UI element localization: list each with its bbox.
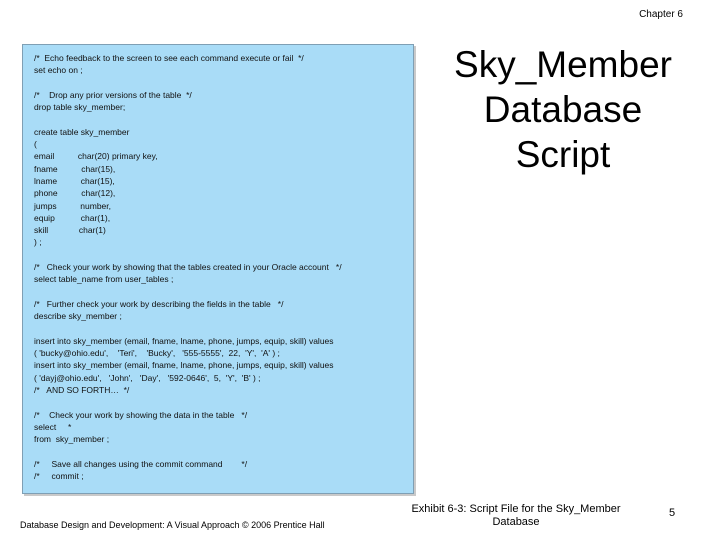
slide-title	[428, 42, 698, 177]
script-line: /* commit ;	[34, 471, 84, 482]
script-line: create table sky_member	[34, 126, 130, 137]
script-code-block	[34, 52, 405, 482]
script-line: /* Check your work by showing that the tables created in your Oracle account */	[34, 262, 342, 273]
script-line	[34, 77, 405, 89]
script-line: select table_name from user_tables ;	[34, 274, 174, 285]
script-line: phone char(12),	[34, 188, 116, 199]
script-line: select *	[34, 421, 72, 432]
script-line: /* Further check your work by describing the fields in the table */	[34, 298, 284, 309]
script-line: ( 'bucky@ohio.edu', 'Teri', 'Bucky', '555-5555', 22, 'Y', 'A' ) ;	[34, 348, 280, 359]
script-line: skill char(1)	[34, 225, 106, 236]
footer-copyright: Database Design and Development: A Visual Approach © 2006 Prentice Hall	[20, 520, 325, 530]
script-line	[34, 113, 405, 125]
script-line: /* Save all changes using the commit command */	[34, 458, 248, 469]
script-line: email char(20) primary key,	[34, 151, 158, 162]
title-line-3: Script	[515, 134, 611, 175]
script-line: /* Echo feedback to the screen to see each command execute or fail */	[34, 53, 304, 63]
page-number: 5	[669, 507, 676, 519]
script-line: /* Check your work by showing the data in the table */	[34, 409, 248, 420]
script-line: /* Drop any prior versions of the table */	[34, 89, 192, 100]
script-line: /* AND SO FORTH… */	[34, 385, 130, 396]
script-line: insert into sky_member (email, fname, lname, phone, jumps, equip, skill) values	[34, 335, 334, 346]
script-line: fname char(15),	[34, 163, 116, 174]
script-line: lname char(15),	[34, 175, 115, 186]
script-line	[34, 323, 405, 335]
script-line: set echo on ;	[34, 65, 83, 76]
chapter-label: Chapter 6	[639, 9, 683, 20]
script-line: drop table sky_member;	[34, 102, 126, 113]
script-line: ) ;	[34, 237, 42, 248]
script-line	[34, 286, 405, 298]
script-line: ( 'dayj@ohio.edu', 'John', 'Day', '592-0646', 5, 'Y', 'B' ) ;	[34, 372, 261, 383]
script-line	[34, 396, 405, 408]
script-line: (	[34, 139, 37, 150]
script-line: describe sky_member ;	[34, 311, 122, 322]
script-line	[34, 249, 405, 261]
script-line: jumps number,	[34, 200, 112, 211]
script-line: equip char(1),	[34, 212, 111, 223]
script-panel	[22, 44, 414, 494]
script-line	[34, 446, 405, 458]
title-line-1: Sky_Member	[454, 44, 672, 85]
exhibit-caption: Exhibit 6-3: Script File for the Sky_Member Database	[411, 503, 621, 528]
script-line: from sky_member ;	[34, 434, 110, 445]
script-line: insert into sky_member (email, fname, lname, phone, jumps, equip, skill) values	[34, 360, 334, 371]
title-line-2: Database	[483, 89, 643, 130]
